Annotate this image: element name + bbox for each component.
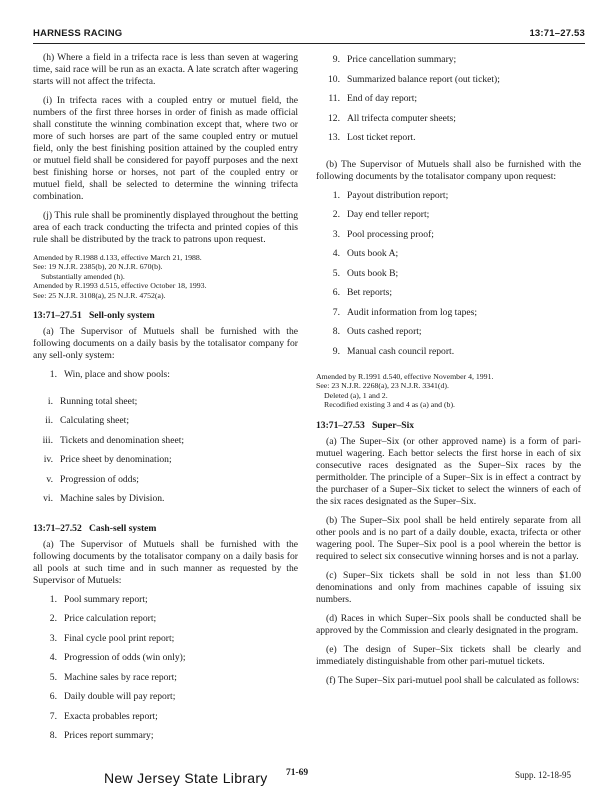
list-item: [33, 633, 298, 653]
list-item-number: 1.: [332, 189, 340, 201]
amendment-note: Substantially amended (h).: [41, 271, 125, 281]
list-item-text: Bet reports;: [347, 287, 393, 298]
amendment-note: See: 23 N.J.R. 2268(a), 23 N.J.R. 3341(d).: [316, 381, 449, 391]
list-item-number: v.: [46, 473, 53, 485]
list-item-number: iv.: [43, 454, 53, 466]
list-item-text: Pool summary report;: [64, 593, 148, 605]
list-item-number: 6.: [49, 691, 57, 703]
list-item-number: 11.: [328, 93, 340, 104]
list-item-number: i.: [47, 395, 53, 407]
list-item-number: 7.: [332, 306, 340, 318]
super-six-paragraph-f: (f) The Super–Six pari-mutuel pool shall be calculated as follows:: [326, 674, 580, 686]
section-27-52-intro: (a) The Supervisor of Mutuels shall be furnished with the following documents by the totalisator company on a daily basis for all pools at such time and in such manner as requested by the Supervisor of Mutuels:: [33, 538, 298, 586]
list-item: [316, 93, 581, 113]
amendment-note: See: 25 N.J.R. 3108(a), 25 N.J.R. 4752(a).: [33, 290, 166, 300]
list-item-text: Running total sheet;: [60, 395, 138, 407]
amendment-note: Amended by R.1991 d.540, effective November 4, 1991.: [316, 372, 494, 381]
section-number: 13:71–27.53: [316, 419, 365, 431]
cash-sell-list-continued: [316, 54, 581, 152]
amendment-notes: [33, 253, 298, 300]
list-item: [33, 493, 298, 513]
list-item-number: 5.: [49, 671, 57, 683]
amendment-notes: [316, 372, 581, 410]
list-item: [33, 672, 298, 692]
super-six-paragraph-a: (a) The Super–Six (or other approved name) is a form of pari-mutuel wagering. Each bettor selects the first horse in each of six consecutive races designated as the Super–Six races by the permitholder. The principle of a Super–Six is in effect a contract by the purchaser of a Super–Six ticket to select the winners of each of the six races designated as the Super–Six.: [316, 435, 581, 507]
list-item-number: vi.: [43, 493, 53, 505]
list-item-number: 1.: [49, 369, 57, 381]
section-heading-27-51: [33, 310, 298, 322]
list-item-text: End of day report;: [347, 93, 418, 104]
section-title: Super–Six: [371, 419, 415, 431]
cash-sell-list: [33, 594, 298, 750]
list-item-number: 10.: [328, 73, 340, 85]
list-item-number: 2.: [332, 209, 340, 220]
section-27-51-intro: (a) The Supervisor of Mutuels shall be furnished with the following documents on a daily basis by the totalisator company for any sell-only system:: [33, 326, 298, 362]
running-header: [33, 28, 585, 39]
list-item-text: Audit information from log tapes;: [347, 306, 478, 318]
list-item: [33, 691, 298, 711]
list-item-number: 6.: [332, 287, 340, 298]
list-item: [316, 248, 581, 268]
list-item: [33, 730, 298, 750]
list-item-text: Summarized balance report (out ticket);: [347, 73, 500, 85]
upon-request-list: [316, 190, 581, 366]
list-item-text: Progression of odds;: [60, 473, 139, 485]
list-item-text: Price sheet by denomination;: [60, 454, 172, 466]
section-title: Cash-sell system: [88, 522, 157, 534]
list-item: [316, 74, 581, 94]
list-item-text: Pool processing proof;: [347, 228, 434, 240]
list-item-text: Price cancellation summary;: [347, 54, 457, 65]
page-footer: [0, 762, 616, 792]
list-item: [316, 54, 581, 74]
list-item: [33, 711, 298, 731]
list-item-text: Outs book B;: [347, 267, 399, 279]
super-six-paragraph-e: (e) The design of Super–Six tickets shall be clearly and immediately distinguishable from other pari-mutuel tickets.: [316, 643, 581, 667]
list-item-text: Progression of odds (win only);: [64, 652, 186, 664]
list-item-number: iii.: [42, 434, 53, 446]
list-item-number: 1.: [49, 593, 57, 605]
paragraph-b: (b) The Supervisor of Mutuels shall also be furnished with the following documents by the totalisator company upon request:: [316, 158, 581, 182]
list-item-text: Prices report summary;: [64, 730, 154, 742]
list-item: [316, 209, 581, 229]
list-item: [33, 396, 298, 416]
list-item-text: Price calculation report;: [64, 613, 157, 625]
list-item-text: Day end teller report;: [347, 209, 430, 220]
list-item-text: Payout distribution report;: [347, 189, 449, 201]
list-item-number: 3.: [332, 228, 340, 240]
list-item-number: 4.: [49, 652, 57, 664]
amendment-note: Deleted (a), 1 and 2.: [324, 390, 388, 400]
section-heading-27-53: [316, 420, 581, 432]
list-item: [33, 474, 298, 494]
list-item-text: Win, place and show pools:: [64, 369, 170, 381]
list-item-text: Exacta probables report;: [64, 710, 158, 722]
list-item-text: Outs cashed report;: [347, 326, 422, 337]
left-column: [33, 52, 298, 757]
sell-only-list: [33, 369, 298, 389]
list-item: [316, 268, 581, 288]
list-item: [316, 346, 581, 366]
amendment-note: Recodified existing 3 and 4 as (a) and (b).: [324, 400, 455, 410]
list-item: [33, 613, 298, 633]
list-item: [316, 326, 581, 346]
list-item: [316, 307, 581, 327]
super-six-paragraph-c: (c) Super–Six tickets shall be sold in not less than $1.00 denominations and only from machines capable of issuing six numbers.: [316, 569, 581, 605]
header-chapter-title: HARNESS RACING: [33, 28, 123, 39]
list-item: [316, 287, 581, 307]
list-item-text: Calculating sheet;: [60, 415, 130, 427]
section-number: 13:71–27.51: [33, 310, 82, 322]
paragraph-i: (i) In trifecta races with a coupled entry or mutuel field, the numbers of the first three horses in order of finish as made official shall constitute the winning combination except that, where two or more of such horses are part of the same coupled entry or mutuel field, only the best finishing position attained by the coupled entry or mutuel field shall be considered for payoff purposes and the next best finishing horse or horses, not part of the coupled entry or mutuel field, shall be selected to determine the winning trifecta combination.: [33, 95, 298, 202]
list-item-number: 8.: [332, 326, 340, 337]
list-item: [316, 229, 581, 249]
list-item-number: 9.: [332, 54, 340, 65]
list-item: [33, 652, 298, 672]
library-stamp: New Jersey State Library: [104, 770, 268, 786]
paragraph-j: (j) This rule shall be prominently displayed throughout the betting area of each track conducting the trifecta and printed copies of this rule shall be distributed by the track to patrons upon request.: [33, 210, 298, 245]
list-item-number: 3.: [49, 632, 57, 644]
list-item: [33, 594, 298, 614]
pools-sublist: [33, 396, 298, 513]
list-item-text: Tickets and denomination sheet;: [60, 434, 185, 446]
list-item-text: All trifecta computer sheets;: [347, 112, 456, 124]
section-number: 13:71–27.52: [33, 522, 82, 534]
section-heading-27-52: [33, 523, 298, 535]
list-item: [33, 435, 298, 455]
super-six-paragraph-b: (b) The Super–Six pool shall be held entirely separate from all other pools and is no part of a daily double, exacta, trifecta or other wagering pool. The Super–Six pool is a pool wherein the bettor is required to select six consecutive winning horses and is not a parlay.: [316, 514, 581, 562]
amendment-note: Amended by R.1993 d.515, effective October 18, 1993.: [33, 281, 207, 291]
list-item-text: Machine sales by Division.: [60, 493, 165, 505]
list-item-number: 2.: [49, 613, 57, 625]
list-item-number: 5.: [332, 267, 340, 279]
list-item: [316, 190, 581, 210]
list-item-number: 8.: [49, 730, 57, 742]
list-item: [33, 415, 298, 435]
list-item: [33, 454, 298, 474]
page-number: 71-69: [286, 768, 309, 778]
list-item-number: 9.: [332, 345, 340, 357]
list-item-text: Outs book A;: [347, 248, 399, 259]
list-item-number: 12.: [328, 112, 340, 124]
paragraph-h: (h) Where a field in a trifecta race is less than seven at wagering time, said race will be run as an exacta. A late scratch after wagering starts will not affect the trifecta.: [33, 52, 298, 87]
list-item-text: Daily double will pay report;: [64, 691, 176, 703]
list-item: [316, 113, 581, 133]
right-column: [316, 52, 581, 694]
list-item-text: Machine sales by race report;: [64, 671, 177, 683]
list-item-text: Final cycle pool print report;: [64, 632, 175, 644]
list-item-number: 4.: [332, 248, 340, 259]
super-six-paragraph-d: (d) Races in which Super–Six pools shall be conducted shall be approved by the Commission and clearly designated in the program.: [316, 612, 581, 636]
supplement-date: Supp. 12-18-95: [515, 770, 571, 780]
header-rule: [33, 43, 585, 44]
list-item: [316, 132, 581, 152]
amendment-note: See: 19 N.J.R. 2385(b), 20 N.J.R. 670(b).: [33, 262, 163, 272]
list-item-text: Manual cash council report.: [347, 345, 455, 357]
list-item: [33, 369, 298, 389]
amendment-note: Amended by R.1988 d.133, effective March 21, 1988.: [33, 253, 202, 262]
list-item-number: ii.: [45, 415, 53, 427]
section-title: Sell-only system: [88, 310, 155, 322]
list-item-number: 13.: [328, 132, 340, 143]
list-item-number: 7.: [49, 710, 57, 722]
header-section-range: 13:71–27.53: [529, 28, 585, 39]
list-item-text: Lost ticket report.: [347, 132, 416, 143]
